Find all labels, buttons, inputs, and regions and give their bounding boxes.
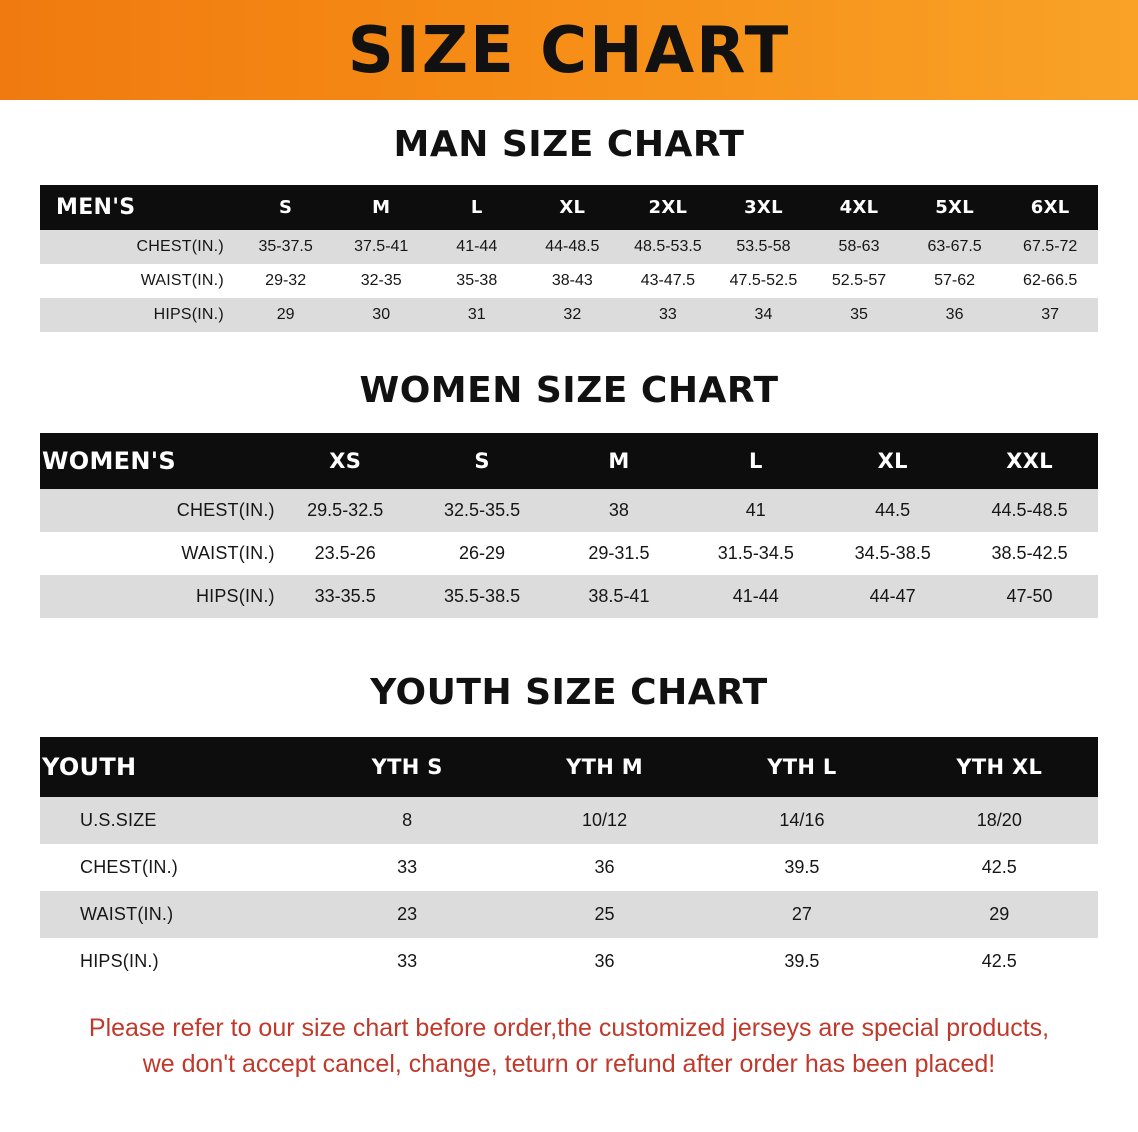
youth-cell-3-2: 39.5 (703, 938, 900, 985)
youth-table-wrap (40, 737, 1098, 985)
table-row (40, 532, 1098, 575)
youth-cell-2-2: 27 (703, 891, 900, 938)
man-header-cell-2: M (333, 185, 429, 230)
youth-cell-2-1: 25 (506, 891, 703, 938)
youth-cell-1-3: 42.5 (901, 844, 1098, 891)
table-header-row (40, 737, 1098, 797)
man-cell-0-0: 35-37.5 (238, 230, 334, 264)
women-table-body (40, 489, 1098, 618)
youth-cell-3-1: 36 (506, 938, 703, 985)
women-cell-0-5: 44.5-48.5 (961, 489, 1098, 532)
youth-header-cell-0: YOUTH (40, 737, 309, 797)
youth-cell-1-0: 33 (309, 844, 506, 891)
youth-cell-3-3: 42.5 (901, 938, 1098, 985)
man-cell-1-5: 47.5-52.5 (716, 264, 812, 298)
table-row (40, 938, 1098, 985)
man-cell-1-2: 35-38 (429, 264, 525, 298)
women-cell-0-4: 44.5 (824, 489, 961, 532)
man-header-cell-7: 4XL (811, 185, 907, 230)
women-table-wrap (40, 433, 1098, 618)
youth-cell-0-3: 18/20 (901, 797, 1098, 844)
women-cell-2-4: 44-47 (824, 575, 961, 618)
youth-header-cell-4: YTH XL (901, 737, 1098, 797)
man-section-title: MAN SIZE CHART (393, 124, 745, 165)
man-cell-0-2: 41-44 (429, 230, 525, 264)
table-row (40, 264, 1098, 298)
women-header-cell-1: XS (277, 433, 414, 489)
women-header-cell-4: L (687, 433, 824, 489)
man-row-label-1: WAIST(IN.) (40, 264, 238, 298)
youth-cell-3-0: 33 (309, 938, 506, 985)
man-cell-2-2: 31 (429, 298, 525, 332)
youth-cell-0-1: 10/12 (506, 797, 703, 844)
man-size-table (40, 185, 1098, 332)
man-header-cell-9: 6XL (1002, 185, 1098, 230)
women-cell-2-0: 33-35.5 (277, 575, 414, 618)
women-table-header (40, 433, 1098, 489)
youth-row-label-1: CHEST(IN.) (40, 844, 309, 891)
man-header-cell-6: 3XL (716, 185, 812, 230)
youth-row-label-2: WAIST(IN.) (40, 891, 309, 938)
women-cell-1-5: 38.5-42.5 (961, 532, 1098, 575)
women-row-label-2: HIPS(IN.) (40, 575, 277, 618)
man-table-body (40, 230, 1098, 332)
man-cell-2-7: 36 (907, 298, 1003, 332)
women-cell-1-0: 23.5-26 (277, 532, 414, 575)
youth-section-title: YOUTH SIZE CHART (370, 672, 768, 713)
man-cell-1-0: 29-32 (238, 264, 334, 298)
header-banner (0, 0, 1138, 100)
disclaimer-note (36, 1011, 1102, 1082)
man-cell-0-4: 48.5-53.5 (620, 230, 716, 264)
man-cell-2-1: 30 (333, 298, 429, 332)
man-cell-1-6: 52.5-57 (811, 264, 907, 298)
man-header-cell-3: L (429, 185, 525, 230)
women-header-cell-0: WOMEN'S (40, 433, 277, 489)
women-cell-2-1: 35.5-38.5 (414, 575, 551, 618)
table-row (40, 797, 1098, 844)
women-cell-1-3: 31.5-34.5 (687, 532, 824, 575)
youth-row-label-3: HIPS(IN.) (40, 938, 309, 985)
women-cell-0-1: 32.5-35.5 (414, 489, 551, 532)
man-header-cell-4: XL (525, 185, 621, 230)
man-cell-2-6: 35 (811, 298, 907, 332)
women-header-cell-6: XXL (961, 433, 1098, 489)
man-cell-1-4: 43-47.5 (620, 264, 716, 298)
women-cell-1-4: 34.5-38.5 (824, 532, 961, 575)
youth-table-header (40, 737, 1098, 797)
women-row-label-0: CHEST(IN.) (40, 489, 277, 532)
youth-header-cell-1: YTH S (309, 737, 506, 797)
women-size-table (40, 433, 1098, 618)
man-row-label-2: HIPS(IN.) (40, 298, 238, 332)
table-row (40, 575, 1098, 618)
youth-size-table (40, 737, 1098, 985)
man-cell-1-3: 38-43 (525, 264, 621, 298)
man-header-cell-1: S (238, 185, 334, 230)
table-header-row (40, 433, 1098, 489)
youth-cell-2-3: 29 (901, 891, 1098, 938)
youth-cell-1-2: 39.5 (703, 844, 900, 891)
table-row (40, 230, 1098, 264)
man-header-cell-0: MEN'S (40, 185, 238, 230)
man-row-label-0: CHEST(IN.) (40, 230, 238, 264)
youth-header-cell-3: YTH L (703, 737, 900, 797)
women-cell-1-1: 26-29 (414, 532, 551, 575)
man-cell-0-3: 44-48.5 (525, 230, 621, 264)
youth-table-body (40, 797, 1098, 985)
man-header-cell-5: 2XL (620, 185, 716, 230)
table-row (40, 489, 1098, 532)
women-cell-2-3: 41-44 (687, 575, 824, 618)
man-cell-2-5: 34 (716, 298, 812, 332)
women-header-cell-2: S (414, 433, 551, 489)
man-cell-0-1: 37.5-41 (333, 230, 429, 264)
youth-cell-2-0: 23 (309, 891, 506, 938)
youth-cell-0-2: 14/16 (703, 797, 900, 844)
youth-row-label-0: U.S.SIZE (40, 797, 309, 844)
youth-cell-0-0: 8 (309, 797, 506, 844)
man-cell-0-6: 58-63 (811, 230, 907, 264)
man-cell-0-5: 53.5-58 (716, 230, 812, 264)
women-row-label-1: WAIST(IN.) (40, 532, 277, 575)
women-cell-1-2: 29-31.5 (551, 532, 688, 575)
man-cell-2-4: 33 (620, 298, 716, 332)
man-cell-0-8: 67.5-72 (1002, 230, 1098, 264)
youth-header-cell-2: YTH M (506, 737, 703, 797)
women-cell-2-5: 47-50 (961, 575, 1098, 618)
man-cell-1-1: 32-35 (333, 264, 429, 298)
women-header-cell-3: M (551, 433, 688, 489)
women-header-cell-5: XL (824, 433, 961, 489)
man-cell-1-7: 57-62 (907, 264, 1003, 298)
women-cell-0-2: 38 (551, 489, 688, 532)
man-table-header (40, 185, 1098, 230)
man-cell-1-8: 62-66.5 (1002, 264, 1098, 298)
page-title: SIZE CHART (347, 14, 791, 88)
disclaimer-line-2: we don't accept cancel, change, teturn or refund after order has been placed! (142, 1049, 996, 1078)
table-row (40, 298, 1098, 332)
man-header-cell-8: 5XL (907, 185, 1003, 230)
women-cell-2-2: 38.5-41 (551, 575, 688, 618)
table-header-row (40, 185, 1098, 230)
women-section-title: WOMEN SIZE CHART (359, 370, 779, 411)
man-cell-2-0: 29 (238, 298, 334, 332)
youth-cell-1-1: 36 (506, 844, 703, 891)
table-row (40, 891, 1098, 938)
disclaimer-line-1: Please refer to our size chart before order,the customized jerseys are special products, (88, 1014, 1050, 1042)
women-cell-0-3: 41 (687, 489, 824, 532)
man-cell-0-7: 63-67.5 (907, 230, 1003, 264)
man-table-wrap (40, 185, 1098, 332)
man-cell-2-3: 32 (525, 298, 621, 332)
man-cell-2-8: 37 (1002, 298, 1098, 332)
table-row (40, 844, 1098, 891)
women-cell-0-0: 29.5-32.5 (277, 489, 414, 532)
